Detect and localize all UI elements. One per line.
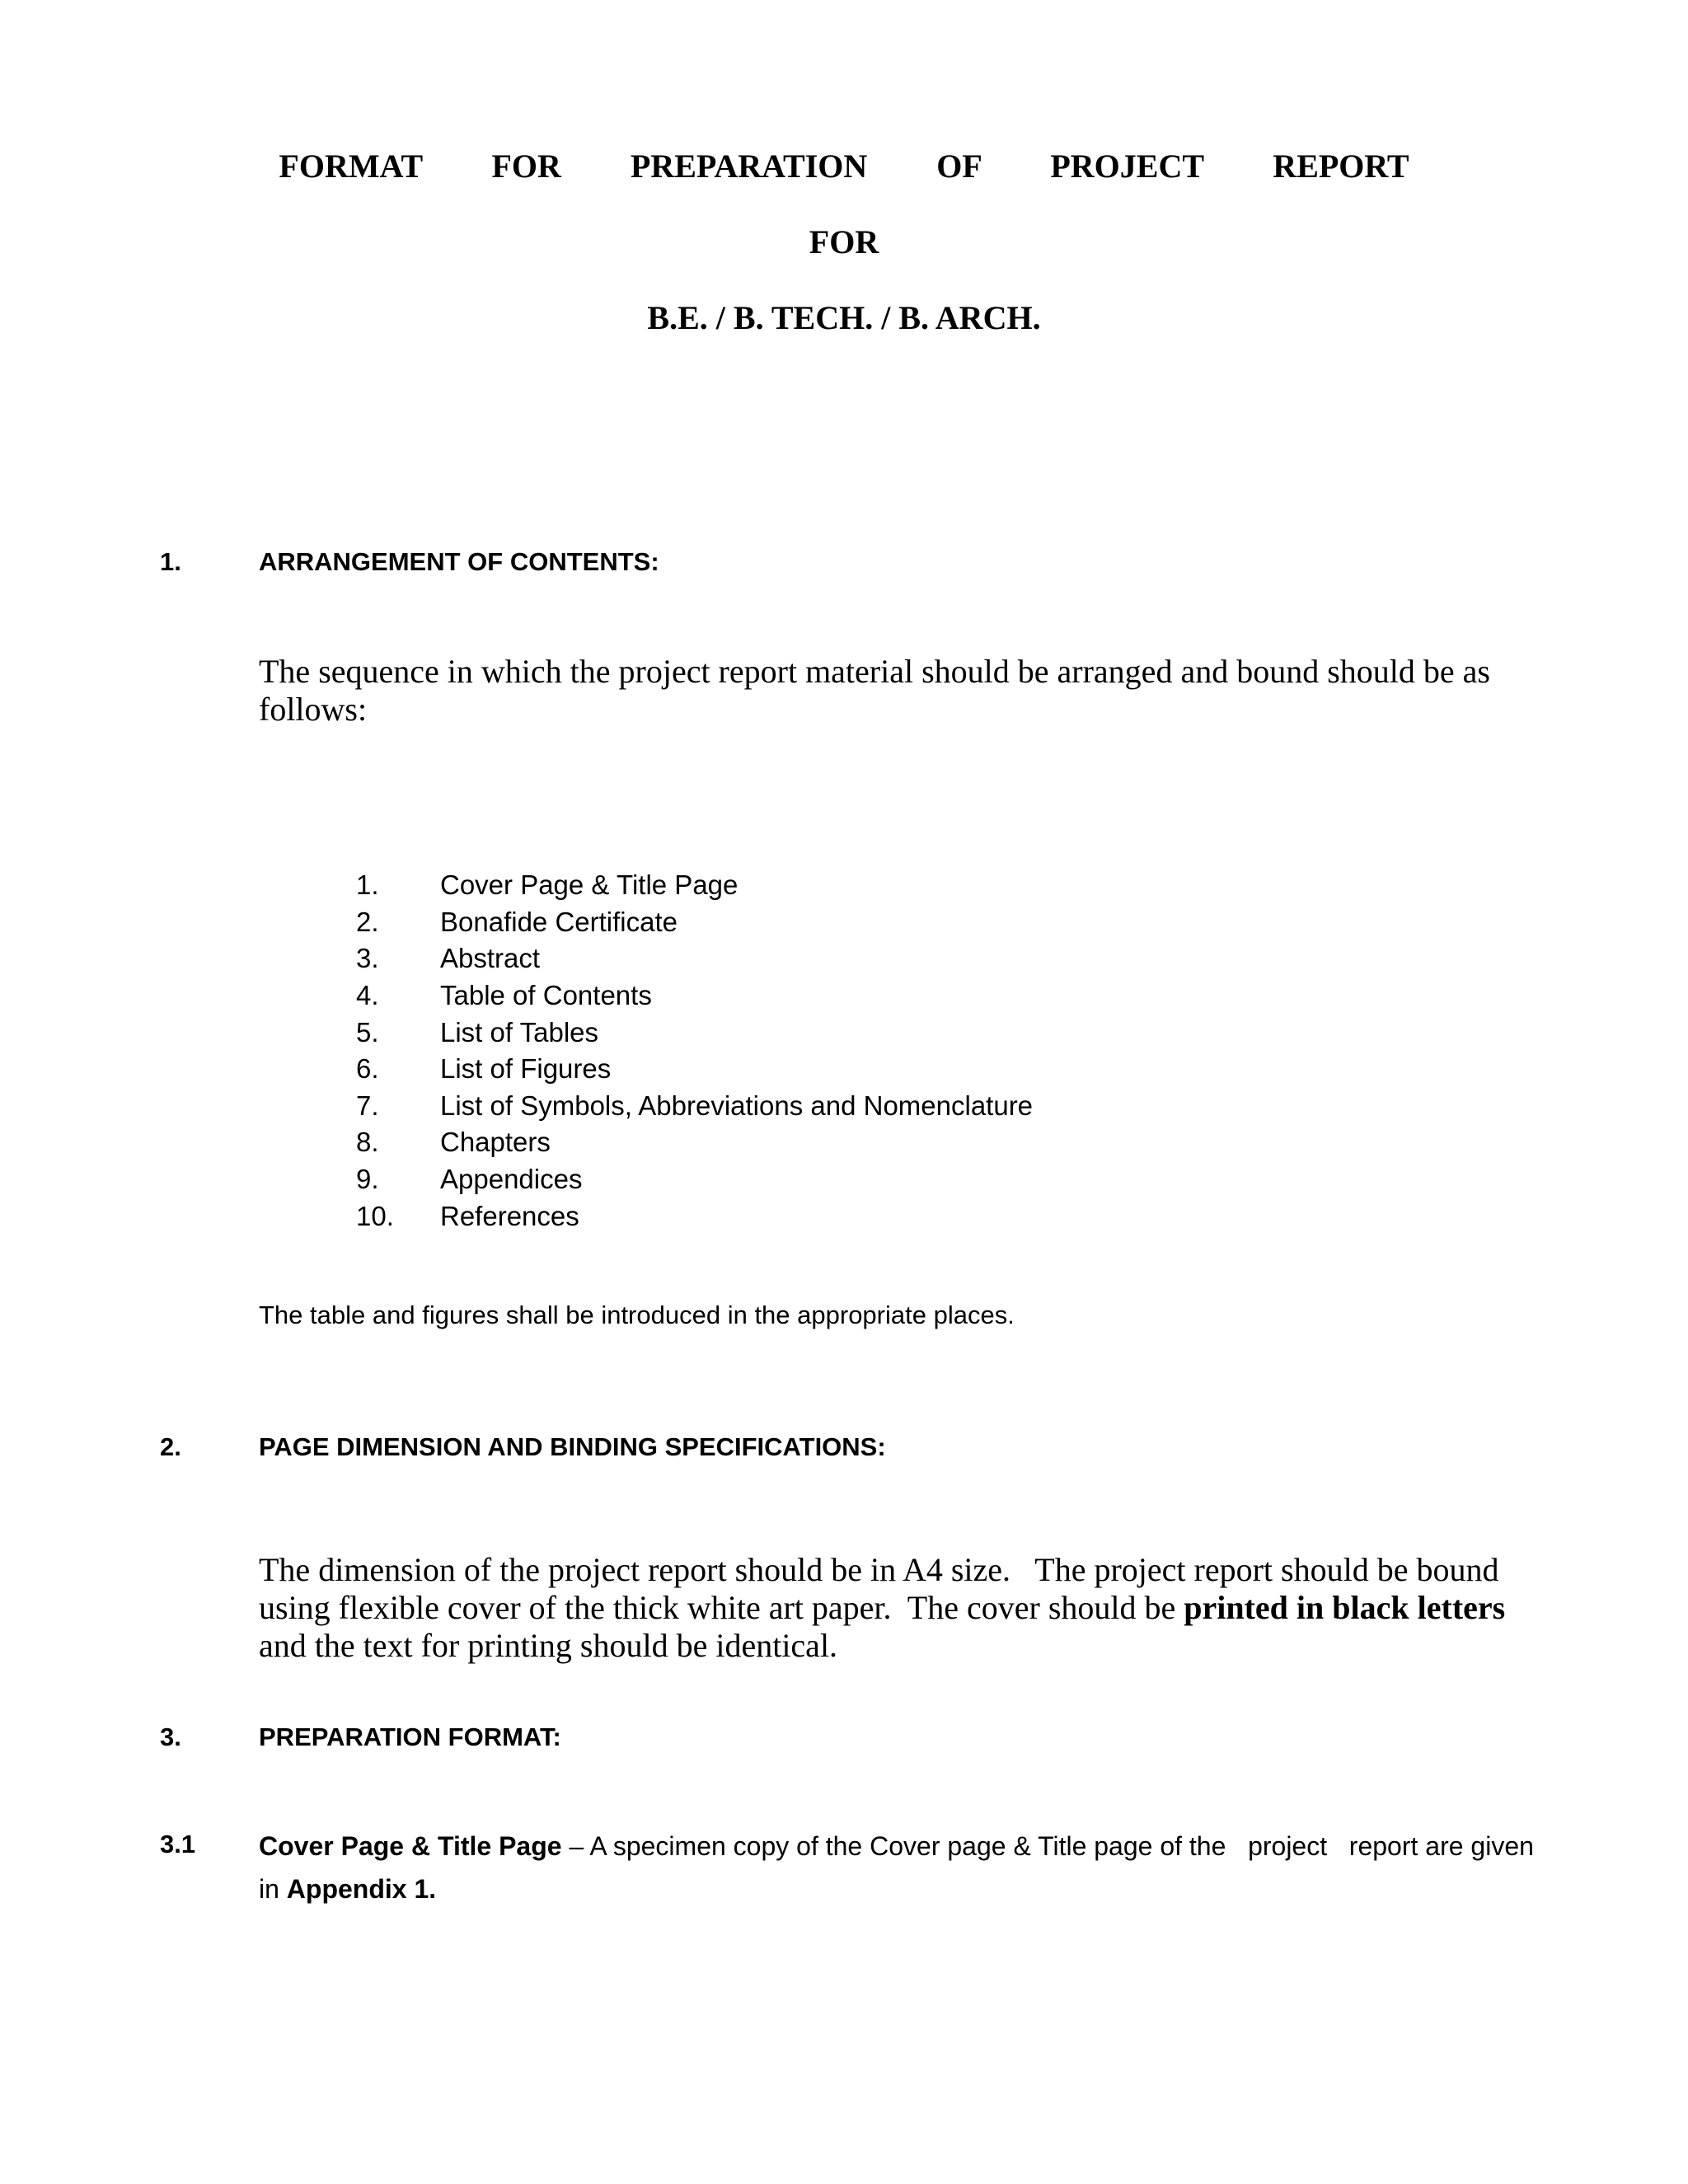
list-item-number: 8. xyxy=(356,1127,379,1158)
list-item xyxy=(356,1051,1033,1088)
document-title: FORMAT FOR PREPARATION OF PROJECT REPORT xyxy=(279,148,1409,185)
list-item-number: 2. xyxy=(356,906,379,937)
list-item xyxy=(356,1124,1033,1161)
section-1-number: 1. xyxy=(160,547,181,576)
list-item-label: List of Figures xyxy=(440,1053,612,1085)
section-2-paragraph xyxy=(259,1551,1512,1665)
list-item-label: List of Tables xyxy=(440,1016,599,1047)
section-3-1-text: – A specimen copy of the Cover page & Title page of the project report are given in xyxy=(259,1831,1541,1904)
list-item-number: 5. xyxy=(356,1016,379,1047)
list-item xyxy=(356,940,1033,977)
list-item-number: 1. xyxy=(356,869,379,901)
list-item-number: 9. xyxy=(356,1164,379,1195)
section-2-emphasis: printed in black letters xyxy=(1184,1589,1506,1626)
section-3-number: 3. xyxy=(160,1722,181,1751)
list-item-label: References xyxy=(440,1200,579,1231)
contents-order-list xyxy=(356,867,1033,1235)
list-item-label: Bonafide Certificate xyxy=(440,906,678,937)
list-item-number: 7. xyxy=(356,1090,379,1121)
list-item-label: Appendices xyxy=(440,1164,583,1195)
section-2-text-end: and the text for printing should be identical. xyxy=(259,1627,838,1664)
list-item-label: Cover Page & Title Page xyxy=(440,869,738,901)
list-item xyxy=(356,867,1033,904)
section-2-number: 2. xyxy=(160,1432,181,1461)
list-item xyxy=(356,1197,1033,1235)
appendix-reference: Appendix 1. xyxy=(286,1874,437,1904)
list-item-label: List of Symbols, Abbreviations and Nomenclature xyxy=(440,1090,1034,1121)
list-item-label: Abstract xyxy=(440,943,541,974)
list-item xyxy=(356,1161,1033,1198)
section-2-text: The dimension of the project report should be in A4 size. The project report should be bound using flexible cover of the thick white art paper. The cover should be xyxy=(259,1551,1507,1626)
document-title-for: FOR xyxy=(809,223,879,260)
list-item-number: 4. xyxy=(356,980,379,1011)
list-item-number: 10. xyxy=(356,1200,394,1231)
section-1-note: The table and figures shall be introduced in the appropriate places. xyxy=(259,1301,1015,1329)
section-3-heading: PREPARATION FORMAT: xyxy=(259,1722,561,1751)
section-3-1-number: 3.1 xyxy=(160,1830,196,1858)
list-item xyxy=(356,1014,1033,1051)
section-1-heading: ARRANGEMENT OF CONTENTS: xyxy=(259,547,659,576)
document-title-degrees: B.E. / B. TECH. / B. ARCH. xyxy=(647,299,1041,336)
list-item xyxy=(356,904,1033,941)
section-3-1-heading: Cover Page & Title Page xyxy=(259,1831,562,1861)
list-item-number: 3. xyxy=(356,943,379,974)
list-item xyxy=(356,977,1033,1015)
section-1-intro: The sequence in which the project report material should be arranged and bound should be as follows: xyxy=(259,653,1490,728)
list-item-label: Table of Contents xyxy=(440,980,652,1011)
list-item-number: 6. xyxy=(356,1053,379,1085)
list-item xyxy=(356,1088,1033,1125)
section-2-heading: PAGE DIMENSION AND BINDING SPECIFICATIONS: xyxy=(259,1432,886,1461)
section-3-1-paragraph xyxy=(259,1825,1545,1910)
list-item-label: Chapters xyxy=(440,1127,551,1158)
